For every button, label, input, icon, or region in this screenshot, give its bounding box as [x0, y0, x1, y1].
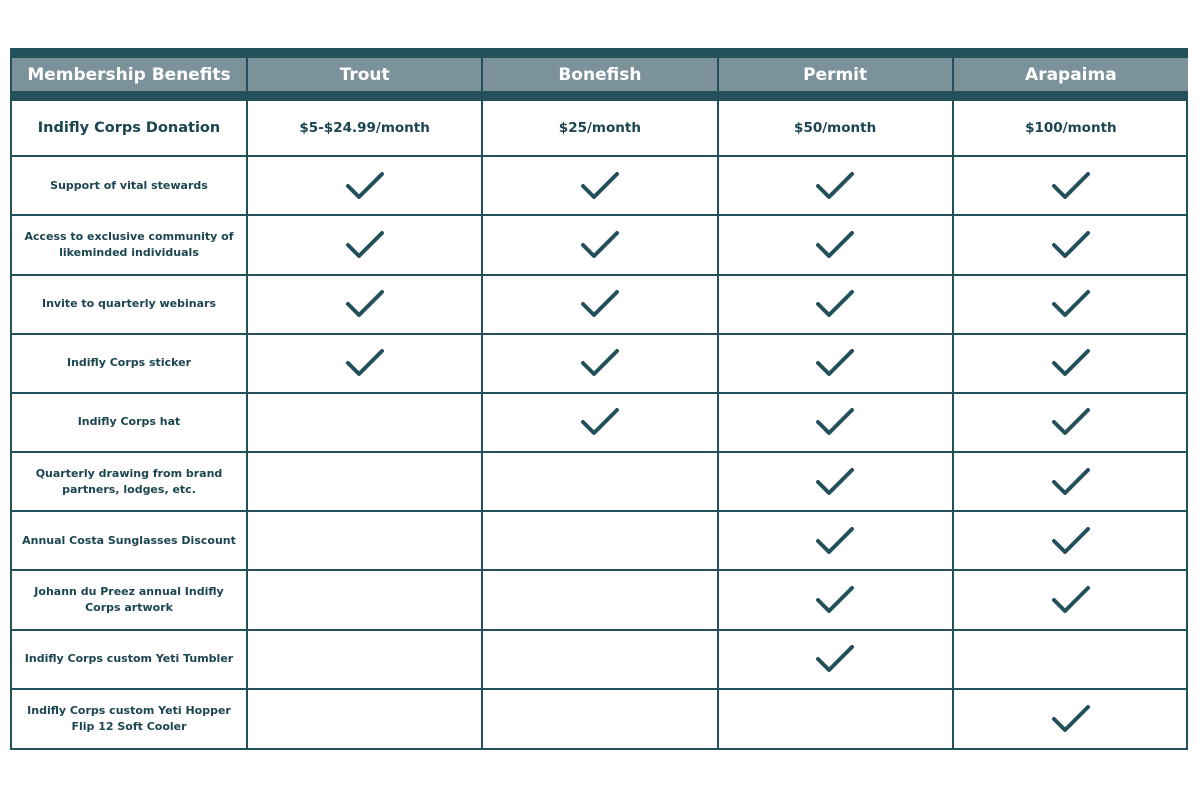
- header-row: [12, 58, 1188, 96]
- cell-trout: [247, 511, 482, 570]
- checkmark-icon: [1051, 170, 1091, 202]
- benefit-label: Johann du Preez annual Indifly Corps artwork: [12, 570, 247, 629]
- checkmark-icon: [1051, 406, 1091, 438]
- donation-row: [12, 96, 1188, 156]
- cell-trout: [247, 570, 482, 629]
- benefit-row: [12, 275, 1188, 334]
- checkmark-icon: [345, 347, 385, 379]
- benefit-row: [12, 215, 1188, 274]
- checkmark-icon: [815, 347, 855, 379]
- cell-arapaima: [953, 570, 1188, 629]
- cell-permit: [718, 156, 953, 215]
- price-permit: $50/month: [718, 96, 953, 156]
- checkmark-icon: [1051, 703, 1091, 735]
- cell-permit: [718, 334, 953, 393]
- benefit-row: [12, 630, 1188, 689]
- checkmark-icon: [815, 229, 855, 261]
- cell-arapaima: [953, 630, 1188, 689]
- header-tier-bonefish: Bonefish: [482, 58, 717, 96]
- checkmark-icon: [815, 288, 855, 320]
- cell-trout: [247, 334, 482, 393]
- price-arapaima: $100/month: [953, 96, 1188, 156]
- benefit-row: [12, 511, 1188, 570]
- cell-arapaima: [953, 452, 1188, 511]
- cell-bonefish: [482, 334, 717, 393]
- checkmark-icon: [345, 170, 385, 202]
- cell-arapaima: [953, 215, 1188, 274]
- cell-trout: [247, 689, 482, 748]
- donation-label: Indifly Corps Donation: [12, 96, 247, 156]
- benefit-label: Indifly Corps custom Yeti Hopper Flip 12 Soft Cooler: [12, 689, 247, 748]
- cell-permit: [718, 452, 953, 511]
- cell-arapaima: [953, 393, 1188, 452]
- cell-trout: [247, 215, 482, 274]
- benefit-label: Invite to quarterly webinars: [12, 275, 247, 334]
- cell-arapaima: [953, 275, 1188, 334]
- cell-bonefish: [482, 275, 717, 334]
- benefit-label: Indifly Corps custom Yeti Tumbler: [12, 630, 247, 689]
- checkmark-icon: [1051, 347, 1091, 379]
- checkmark-icon: [580, 229, 620, 261]
- cell-permit: [718, 393, 953, 452]
- checkmark-icon: [1051, 466, 1091, 498]
- cell-arapaima: [953, 334, 1188, 393]
- cell-trout: [247, 393, 482, 452]
- header-tier-arapaima: Arapaima: [953, 58, 1188, 96]
- checkmark-icon: [1051, 288, 1091, 320]
- price-bonefish: $25/month: [482, 96, 717, 156]
- checkmark-icon: [815, 643, 855, 675]
- cell-trout: [247, 630, 482, 689]
- header-tier-permit: Permit: [718, 58, 953, 96]
- cell-arapaima: [953, 511, 1188, 570]
- checkmark-icon: [1051, 525, 1091, 557]
- benefit-row: [12, 156, 1188, 215]
- benefit-label: Access to exclusive community of likeminded individuals: [12, 215, 247, 274]
- cell-arapaima: [953, 689, 1188, 748]
- cell-permit: [718, 275, 953, 334]
- membership-benefits-table-container: [10, 48, 1188, 750]
- benefit-row: [12, 334, 1188, 393]
- cell-trout: [247, 275, 482, 334]
- cell-trout: [247, 452, 482, 511]
- cell-bonefish: [482, 689, 717, 748]
- cell-bonefish: [482, 630, 717, 689]
- checkmark-icon: [1051, 584, 1091, 616]
- benefit-row: [12, 689, 1188, 748]
- cell-arapaima: [953, 156, 1188, 215]
- benefit-row: [12, 452, 1188, 511]
- cell-permit: [718, 570, 953, 629]
- cell-bonefish: [482, 452, 717, 511]
- checkmark-icon: [815, 406, 855, 438]
- checkmark-icon: [345, 288, 385, 320]
- cell-bonefish: [482, 393, 717, 452]
- cell-trout: [247, 156, 482, 215]
- header-membership-benefits: Membership Benefits: [12, 58, 247, 96]
- cell-bonefish: [482, 570, 717, 629]
- checkmark-icon: [815, 466, 855, 498]
- checkmark-icon: [815, 170, 855, 202]
- cell-permit: [718, 689, 953, 748]
- checkmark-icon: [815, 584, 855, 616]
- benefit-row: [12, 570, 1188, 629]
- cell-bonefish: [482, 215, 717, 274]
- benefit-label: Quarterly drawing from brand partners, lodges, etc.: [12, 452, 247, 511]
- checkmark-icon: [815, 525, 855, 557]
- checkmark-icon: [1051, 229, 1091, 261]
- benefit-label: Annual Costa Sunglasses Discount: [12, 511, 247, 570]
- membership-benefits-table: [12, 58, 1188, 748]
- checkmark-icon: [345, 229, 385, 261]
- cell-permit: [718, 215, 953, 274]
- cell-bonefish: [482, 156, 717, 215]
- cell-permit: [718, 630, 953, 689]
- checkmark-icon: [580, 288, 620, 320]
- benefit-row: [12, 393, 1188, 452]
- checkmark-icon: [580, 170, 620, 202]
- cell-permit: [718, 511, 953, 570]
- benefit-label: Indifly Corps hat: [12, 393, 247, 452]
- cell-bonefish: [482, 511, 717, 570]
- benefit-label: Indifly Corps sticker: [12, 334, 247, 393]
- checkmark-icon: [580, 406, 620, 438]
- price-trout: $5-$24.99/month: [247, 96, 482, 156]
- header-tier-trout: Trout: [247, 58, 482, 96]
- benefit-label: Support of vital stewards: [12, 156, 247, 215]
- checkmark-icon: [580, 347, 620, 379]
